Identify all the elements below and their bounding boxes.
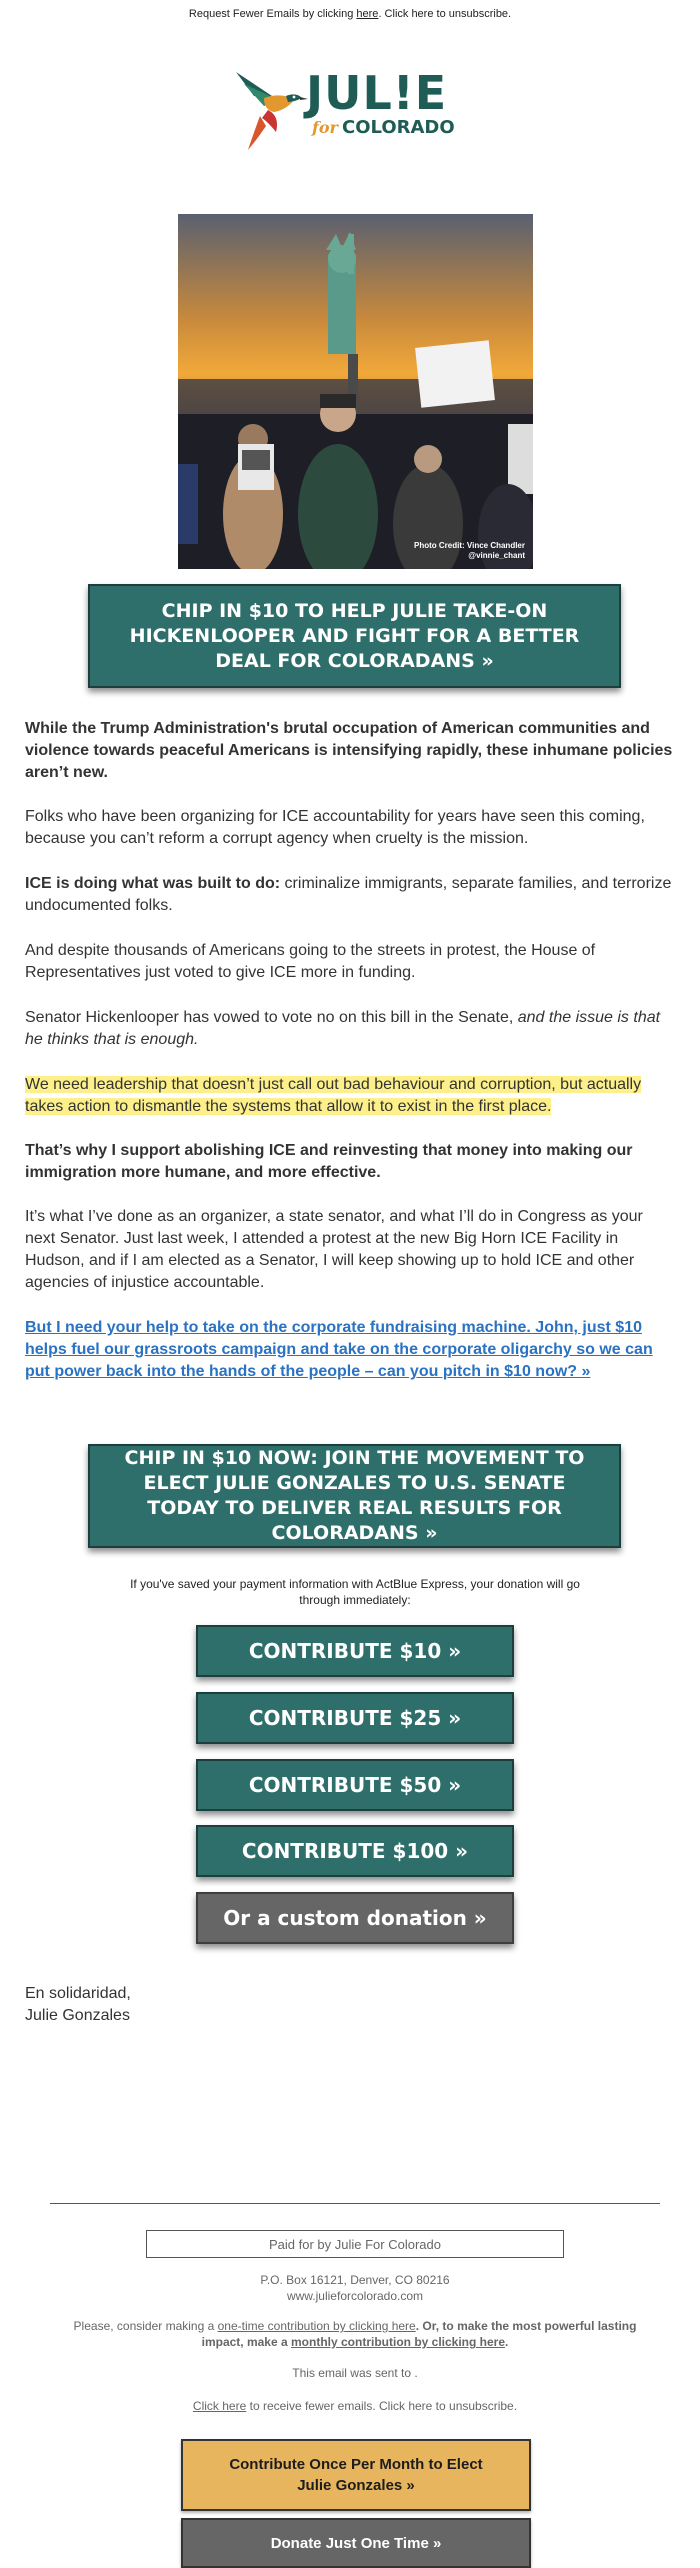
unsubscribe-text[interactable]: . Click here to unsubscribe. — [378, 8, 512, 20]
custom-donation-button[interactable]: Or a custom donation » — [196, 1892, 514, 1944]
contribute-100-button[interactable]: CONTRIBUTE $100 » — [196, 1825, 514, 1877]
footer-unsubscribe-text[interactable]: to receive fewer emails. Click here to unsubscribe. — [246, 2399, 518, 2413]
paragraph-5-italic: and the issue is that he thinks that is enough. — [25, 1009, 661, 1048]
contribute-10-button[interactable]: CONTRIBUTE $10 » — [196, 1625, 514, 1677]
signoff-salutation: En solidaridad, — [25, 1985, 131, 2002]
paragraph-3-bold: ICE is doing what was built to do: — [25, 875, 281, 892]
paid-for-by-box: Paid for by Julie For Colorado — [146, 2230, 564, 2258]
chip-in-top-button[interactable]: CHIP IN $10 TO HELP JULIE TAKE-ON HICKENLOOPER AND FIGHT FOR A BETTER DEAL FOR COLORADANS » — [88, 584, 621, 688]
highlighted-text: We need leadership that doesn’t just call out bad behaviour and corruption, but actually takes action to dismantle the systems that allow it to exist in the first place. — [25, 1076, 642, 1115]
monthly-contribution-link[interactable]: monthly contribution by clicking here — [291, 2335, 506, 2349]
photo-credit — [414, 541, 525, 561]
signoff — [25, 1983, 131, 2027]
paragraph-3-rest: criminalize immigrants, separate families, and terrorize undocumented folks. — [25, 875, 672, 914]
logo-state: COLORADO — [341, 117, 455, 138]
paragraph-4: And despite thousands of Americans going to the streets in protest, the House of Representatives just voted to give ICE more in funding. — [25, 942, 596, 981]
contribute-50-button[interactable]: CONTRIBUTE $50 » — [196, 1759, 514, 1811]
logo-wordmark: JUL!E — [306, 66, 448, 120]
contribute-25-button[interactable]: CONTRIBUTE $25 » — [196, 1692, 514, 1744]
fewer-emails-footer-link[interactable]: Click here — [192, 2399, 247, 2413]
paragraph-5-plain: Senator Hickenlooper has vowed to vote no on this bill in the Senate, — [25, 1009, 518, 1026]
paragraph-6 — [25, 1074, 675, 1118]
actblue-express-note: If you've saved your payment information with ActBlue Express, your donation will go through immediately: — [130, 1577, 580, 1607]
paragraph-3 — [25, 873, 675, 917]
one-time-contribution-link[interactable]: one-time contribution by clicking here — [217, 2319, 416, 2333]
paragraph-1: While the Trump Administration's brutal occupation of American communities and violence towards peaceful Americans is intensifying rapidly, these inhumane policies aren’t new. — [25, 720, 673, 781]
footer-sent-to: This email was sent to . — [292, 2366, 418, 2380]
logo-for: for — [312, 118, 338, 137]
logo-tagline — [312, 118, 455, 138]
consider-pre: Please, consider making a — [73, 2319, 218, 2333]
donate-inline-link[interactable]: But I need your help to take on the corporate fundraising machine. John, just $10 helps fuel our grassroots campaign and take on the corporate oligarchy so we can put power back into the hands of the people – can you pitch in $10 now? » — [25, 1319, 653, 1380]
consider-end: . — [505, 2335, 509, 2349]
paragraph-8: It’s what I’ve done as an organizer, a state senator, and what I’ll do in Congress as your next Senator. Just last week, I attended a protest at the new Big Horn ICE Facility in Hudson, and if I am elected as a Senator, I will keep showing up to hold ICE and other agencies of injustice accountable. — [25, 1208, 643, 1291]
paragraph-2: Folks who have been organizing for ICE accountability for years have seen this coming, because you can’t reform a corrupt agency when cruelty is the mission. — [25, 808, 645, 847]
hummingbird-icon — [224, 66, 309, 156]
campaign-logo — [224, 66, 474, 156]
chip-in-mid-button[interactable]: CHIP IN $10 NOW: JOIN THE MOVEMENT TO ELECT JULIE GONZALES TO U.S. SENATE TODAY TO DELIVER REAL RESULTS FOR COLORADANS » — [88, 1444, 621, 1548]
photo-credit-line1: Photo Credit: Vince Chandler — [414, 541, 525, 550]
one-time-donation-button[interactable]: Donate Just One Time » — [181, 2518, 531, 2568]
hero-photo[interactable] — [178, 214, 533, 569]
photo-credit-line2: @vinnie_chant — [468, 551, 525, 560]
paragraph-5 — [25, 1007, 675, 1051]
footer-website[interactable]: www.julieforcolorado.com — [286, 2289, 424, 2303]
preheader-text-pre: Request Fewer Emails by clicking — [188, 8, 357, 20]
monthly-contribution-button[interactable]: Contribute Once Per Month to Elect Julie Gonzales » — [181, 2439, 531, 2511]
fewer-emails-link[interactable]: here — [356, 8, 379, 20]
footer-consider — [60, 2318, 650, 2350]
footer-fewer-emails — [60, 2398, 650, 2414]
protest-photo-illustration — [178, 214, 533, 569]
paragraph-7: That’s why I support abolishing ICE and reinvesting that money into making our immigration more humane, and more effective. — [25, 1142, 633, 1181]
footer-address: P.O. Box 16121, Denver, CO 80216 — [260, 2273, 450, 2287]
preheader — [0, 0, 700, 24]
paragraph-9 — [25, 1317, 675, 1383]
footer-divider — [50, 2203, 660, 2204]
signoff-name: Julie Gonzales — [25, 2007, 130, 2024]
consider-mid: . Or, to make the most powerful lasting impact, make a — [201, 2319, 637, 2349]
